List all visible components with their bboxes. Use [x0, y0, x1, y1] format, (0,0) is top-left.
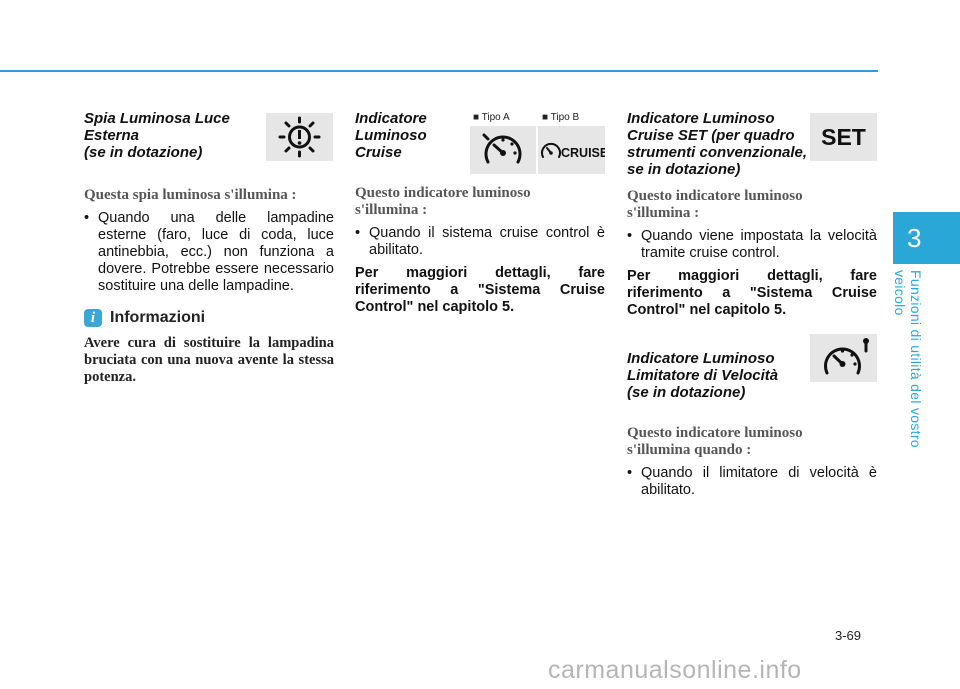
subheading-line: Questo indicatore luminoso — [627, 425, 803, 441]
chapter-number-tab: 3 — [893, 212, 960, 264]
subheading — [627, 425, 877, 459]
info-body: Avere cura di sostituire la lampadina bruciata con una nuova avente la stessa potenza. — [84, 335, 334, 385]
subheading-line: Questo indicatore luminoso — [627, 188, 803, 204]
heading-line: strumenti convenzionale, — [627, 144, 808, 161]
bullet-item: • Quando il sistema cruise control è abilitato. — [355, 225, 605, 259]
bullet-item: • Quando il limitatore di velocità è abilitato. — [627, 465, 877, 499]
info-title: Informazioni — [110, 309, 206, 326]
heading-line: Esterna — [84, 127, 140, 144]
info-header — [84, 309, 334, 327]
heading-line: Spia Luminosa Luce — [84, 110, 230, 127]
tipo-a-label: ■ Tipo A — [473, 112, 510, 123]
section-cruise-set — [627, 110, 877, 499]
heading-line: Indicatore Luminoso — [627, 350, 775, 367]
bullet-item: • Quando una delle lampadine esterne (faro, luce di coda, luce antinebbia, ecc.) non funziona a dovere. Potrebbe essere necessario sostituire una delle lampadine. — [84, 210, 334, 295]
heading-line: Limitatore di Velocità — [627, 367, 779, 384]
page-number: 3-69 — [835, 628, 862, 643]
heading-line: Cruise SET (per quadro — [627, 127, 795, 144]
heading-line: Indicatore Luminoso — [627, 110, 775, 127]
heading-line: Luminoso — [355, 127, 427, 144]
cruise-set-icon — [810, 113, 877, 161]
heading-line: (se in dotazione) — [84, 144, 203, 161]
chapter-title: Funzioni di utilità del vostro veicolo — [892, 270, 924, 448]
subheading — [627, 188, 877, 222]
cruise-text: CRUISE — [561, 146, 605, 160]
bullet-item: • Quando viene impostata la velocità tramite cruise control. — [627, 228, 877, 262]
header-rule — [0, 70, 878, 72]
heading-line: Indicatore — [355, 110, 427, 127]
reference-note: Per maggiori dettagli, fare riferimento a "Sistema Cruise Control" nel capitolo 5. — [355, 265, 605, 315]
reference-note: Per maggiori dettagli, fare riferimento a "Sistema Cruise Control" nel capitolo 5. — [627, 268, 877, 318]
subheading — [355, 185, 605, 219]
heading-line: se in dotazione) — [627, 161, 741, 178]
cruise-type-b-icon — [538, 126, 605, 174]
set-text: SET — [821, 123, 866, 150]
info-icon: i — [84, 309, 102, 327]
heading-line: (se in dotazione) — [627, 384, 746, 401]
exterior-light-warning-icon — [266, 113, 333, 161]
subheading-line: s'illumina : — [627, 205, 700, 221]
subheading-line: s'illumina : — [355, 202, 428, 218]
tipo-b-label: ■ Tipo B — [542, 112, 580, 123]
heading-line: Cruise — [355, 144, 402, 161]
subheading-line: Questo indicatore luminoso — [355, 185, 531, 201]
cruise-type-a-icon — [470, 126, 536, 174]
watermark: carmanualsonline.info — [548, 656, 802, 684]
subheading-line: s'illumina quando : — [627, 442, 752, 458]
subheading: Questa spia luminosa s'illumina : — [84, 187, 297, 203]
speed-limiter-icon — [810, 334, 877, 382]
